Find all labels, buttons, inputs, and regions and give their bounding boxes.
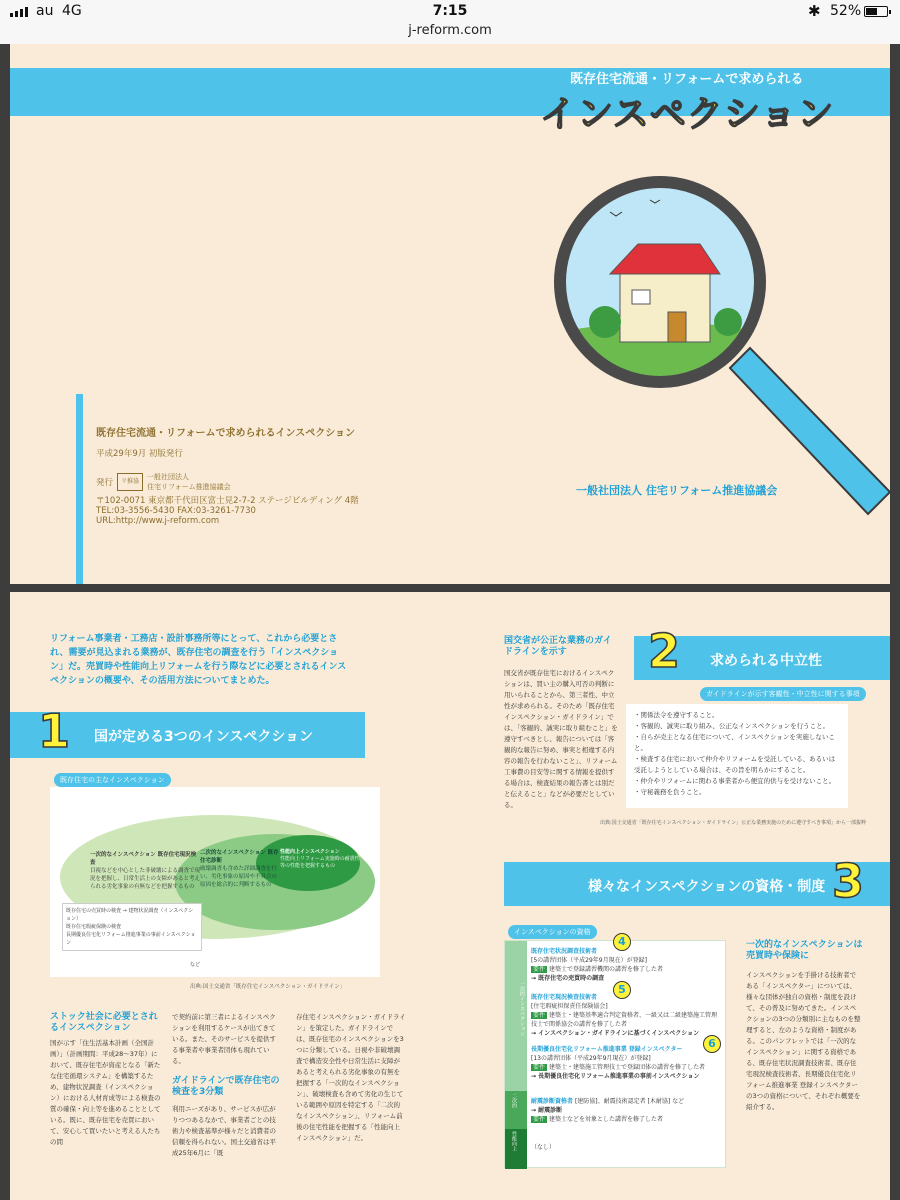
publication-title: 既存住宅流通・リフォームで求められるインスペクション <box>96 428 355 439</box>
right-column-body: 存住宅インスペクション・ガイドライン」を策定した。ガイドラインでは、既存住宅のインスペクションを3つに分類している。日視や非破壊調査で構造安全性や日常生活に支障があると考えられる劣化事象の有無を把握する「一次的なインスペクション」、破壊検査も含めて劣化の生じている範囲や原因を特定する「二次的なインスペクション」、リフォーム前後の住宅性能を把握する「性能向上インスペクション」だ。 <box>296 1013 406 1142</box>
qualification-row: 既存住宅現況検査技術者 [住宅瑕疵担保責任保険協会] 要件 建築士・建築基準適合判定資格者、一級又は二級建築施工管理技士で関係協会の講習を修了した者 → インスペクション・ガイドラインに基づくインスペクション <box>531 994 717 1037</box>
magnifier-illustration <box>550 172 890 557</box>
url-bar[interactable]: j-reform.com <box>408 23 492 38</box>
battery-percent: 52% <box>830 3 862 19</box>
duty-item: ・守秘義務を負うこと。 <box>634 788 706 796</box>
duty-item: ・仲介やリフォームに関わる事業者から便宜的供与を受けないこと。 <box>634 777 836 785</box>
side-label-primary: 一次的インスペクション <box>519 981 525 1036</box>
duty-list <box>634 710 840 798</box>
req-label: 要件 <box>533 1116 546 1123</box>
qualification-row <box>531 1143 555 1152</box>
carrier: au <box>36 3 54 19</box>
publication-date: 平成29年9月 初版発行 <box>96 449 183 459</box>
figure-caption: 出典:国土交通省「既存住宅インスペクション・ガイドライン」 <box>190 984 346 990</box>
qual-use: （なし） <box>531 1144 556 1151</box>
stock-heading: ストック社会に必要とされるインスペクション <box>50 1012 158 1033</box>
duty-item: ・検査する住宅において仲介やリフォームを受託している、あるいは受託しようとしている場合は、その旨を明らかにすること。 <box>634 755 836 774</box>
duty-item: ・関係法令を遵守すること。 <box>634 711 719 719</box>
side-label-performance: 性能向上 <box>511 1131 517 1151</box>
req-label: 要件 <box>533 966 546 973</box>
cover-page <box>10 44 890 584</box>
badge-4: 4 <box>613 933 631 951</box>
figure-tag: 既存住宅の主なインスペクション <box>54 773 171 787</box>
duty-tag: ガイドラインが示す客観性・中立性に関する事項 <box>700 687 866 701</box>
qualification-row: 既存住宅状況調査技術者 [5の講習団体（平成29年9月現在）が登録] 要件 建築士で登録講習機関の講習を修了した者 → 既存住宅の売買時の調査 <box>531 947 717 983</box>
duty-item: ・客観的、誠実に取り組み、公正なインスペクションを行うこと。 <box>634 722 830 730</box>
qual-note: [住宅瑕疵担保責任保険協会] <box>531 1003 608 1010</box>
venn-secondary-text <box>200 849 280 889</box>
intro-text: リフォーム事業者・工務店・設計事務所等にとって、これから必要とされ、需要が見込まれる業務が、既存住宅の調査を行う「インスペクション」だ。売買時や性能向上リフォームを行う際などに必要とされるインスペクションの概要や、その活用方法についてまとめた。 <box>50 634 347 686</box>
guideline-body: 利用ニーズがあり、サービスが広がりつつあるなかで、事業者ごとの技術力や検査基準が様々だと消費者の信頼を得られない。国土交通省は平成25年6月に「既 <box>172 1105 276 1157</box>
venn-performance-title: 性能向上インスペクション <box>280 849 340 855</box>
primary-inspection-heading: 一次的なインスペクションは売買時や保険に <box>746 940 863 961</box>
venn-secondary-body: 破壊調査も含めた詳細調査を行い、劣化事象の原因や不具合の原因を総合的に判断するもの <box>200 866 278 888</box>
section2-title: 求められる中立性 <box>710 653 822 669</box>
legend-item: 既存住宅の売買時の検査 → 建物状況調査（インスペクション） <box>66 908 194 922</box>
req-label: 要件 <box>533 1012 546 1019</box>
venn-secondary-title: 二次的なインスペクション 既存住宅診断 <box>200 850 279 864</box>
inner-spread <box>10 592 890 1200</box>
qual-name: 耐震診断資格者 <box>531 1098 574 1105</box>
qual-requirement: 建築士・建築基準適合判定資格者、一級又は二級建築施工管理技士で関係協会の講習を修了した者 <box>531 1012 717 1028</box>
org-short: 住宅リフォーム推進協議会 <box>147 483 231 491</box>
publisher-address-block <box>96 496 359 526</box>
publisher-label: 発行 <box>96 478 114 488</box>
clock: 7:15 <box>432 3 468 19</box>
venn-performance-body: 性能向上リフォーム実施時の耐震性等の性能を把握するもの <box>280 856 360 869</box>
legend-item: 長期優良住宅化リフォーム推進事業の事前インスペクション <box>66 932 196 946</box>
qual-use: インスペクション・ガイドラインに基づくインスペクション <box>538 1030 700 1037</box>
qual-name: 既存住宅現況検査技術者 <box>531 994 598 1001</box>
badge-6: 6 <box>703 1035 721 1053</box>
qual-note: [13の講習団体（平成29年9月現在）が登録] <box>531 1055 651 1062</box>
inspection-venn-figure <box>50 787 380 977</box>
section3-number: 3 <box>832 854 865 908</box>
qual-name: 既存住宅状況調査技術者 <box>531 948 598 955</box>
badge-5: 5 <box>613 981 631 999</box>
qual-note: [建防協]、耐震技術認定者 [木耐協] など <box>574 1098 685 1105</box>
association-logo: リ推協 <box>117 473 143 491</box>
status-bar <box>0 0 900 44</box>
address: 〒102-0071 東京都千代田区富士見2-7-2 ステージビルディング 4階 <box>96 496 359 506</box>
qualification-row: 長期優良住宅化リフォーム推進事業 登録インスペクター [13の講習団体（平成29年9月現在）が登録] 要件 建築士・建築施工管理技士で登録団体の講習を修了した者 → 長期優良住宅化リフォーム推進事業の事前インスペクション <box>531 1045 717 1081</box>
duty-item: ・自らが売主となる住宅について、インスペクションを実施しないこと。 <box>634 733 835 752</box>
qualification-row: 耐震診断資格者 [建防協]、耐震技術認定者 [木耐協] など → 耐震診断 要件 建築士などを対象とした講習を修了した者 <box>531 1098 685 1123</box>
publisher-org <box>147 472 231 492</box>
network-type: 4G <box>62 3 82 19</box>
qual-use: 耐震診断 <box>538 1107 563 1114</box>
section1-title: 国が定める3つのインスペクション <box>94 729 314 745</box>
side-label-secondary: 二次的 <box>511 1093 517 1108</box>
primary-inspection-body: インスペクションを手掛ける技術者である「インスペクター」については、様々な団体が独自の資格・制度を設けて、その普及に努めてきた。インスペクションの3つの分類別に主なものを整理すると、左のような資格・制度がある。このパンフレットでは「一次的なインスペクション」に関する資格である、既存住宅状況調査技術者、既存住宅現況検査技術者、長期優良住宅化リフォーム推進事業 登録インスペクターの3つの資格について、それぞれ概要を紹介する。 <box>746 971 861 1111</box>
section2-number: 2 <box>648 624 681 678</box>
qualification-table <box>504 935 726 1168</box>
legend-item: 既存住宅瑕疵保険の検査 <box>66 924 122 930</box>
qual-requirement: 建築士・建築施工管理技士で登録団体の講習を修了した者 <box>548 1064 705 1071</box>
qual-note: [5の講習団体（平成29年9月現在）が登録] <box>531 957 647 964</box>
phone-fax: TEL:03-3556-5430 FAX:03-3261-7730 <box>96 506 256 516</box>
gov-guideline-heading: 国交省が公正な業務のガイドラインを示す <box>504 636 612 657</box>
middle-body: で契約前に第三者によるインスペクションを利用するケースが出てきている。また、そのサービスを提供する事業者や事業者団体も現れている。 <box>172 1013 276 1065</box>
qual-use: 既存住宅の売買時の調査 <box>538 975 605 982</box>
venn-primary-body: 目視などを中心とした非破壊による調査で現況を把握し、日常生活上の支障があると考えられる劣化事象の有無などを把握するもの <box>90 868 201 890</box>
org-type: 一般社団法人 <box>147 473 190 481</box>
cover-subtitle: 既存住宅流通・リフォームで求められる <box>570 72 804 87</box>
website[interactable]: URL:http://www.j-reform.com <box>96 516 220 526</box>
bluetooth-icon: ✱ <box>808 2 821 20</box>
publisher <box>96 472 231 492</box>
neutrality-duties-box <box>626 704 848 808</box>
qual-name: 長期優良住宅化リフォーム推進事業 登録インスペクター <box>531 1046 683 1053</box>
venn-primary-text <box>90 851 200 891</box>
section3-title: 様々なインスペクションの資格・制度 <box>588 879 826 895</box>
venn-primary-title: 一次的なインスペクション 既存住宅現況検査 <box>90 852 197 866</box>
gov-guideline-body: 国交省が既存住宅におけるインスペクションは、買い主の購入可否の判断に用いられることから、第三者性、中立性が求められる。そのため「既存住宅インスペクション・ガイドライン」では、「客観的、誠実に取り組むこと」を遵守すべきとし、報告については「客観的な報告に努め、事実と相違する内容の報告を行わないこと」、リフォーム工事費の目安等に関する情報を提供する場合は、検査結果の報告書とは別だと伝えること」などが必要だとしている。 <box>504 669 618 809</box>
qual-use: 長期優良住宅化リフォーム推進事業の事前インスペクション <box>538 1073 700 1080</box>
stock-body: 国が示す「住生活基本計画（全国計画）」（計画期間：平成28～37年）において、既存住宅が資産となる「新たな住宅循環システム」を構築するため、建物状況調査（インスペクション）における人材育成等による検査の質の確保・向上等を進めることとしている。既に、既存住宅を売買において、安心して買いたいと考える人たちの間 <box>50 1039 161 1146</box>
qualification-tag: インスペクションの資格 <box>508 925 597 939</box>
venn-legend <box>62 903 202 951</box>
guideline-heading: ガイドラインで既存住宅の検査を3分類 <box>172 1076 280 1097</box>
req-label: 要件 <box>533 1064 546 1071</box>
venn-other: など <box>190 962 201 968</box>
qual-requirement: 建築士などを対象とした講習を修了した者 <box>548 1116 663 1123</box>
cover-title: インスペクション <box>540 94 835 135</box>
lens-scene <box>550 172 770 392</box>
side-accent-bar <box>76 394 83 584</box>
battery-icon <box>864 6 888 17</box>
qual-requirement: 建築士で登録講習機関の講習を修了した者 <box>548 966 663 973</box>
section1-number: 1 <box>38 704 71 758</box>
venn-performance-text <box>280 849 360 870</box>
duty-caption: 出典:国土交通省「既存住宅インスペクション・ガイドライン」公正な業務実施のために遵守すべき事項」から一部抜粋 <box>600 820 867 826</box>
cover-organization: 一般社団法人 住宅リフォーム推進協議会 <box>576 484 778 497</box>
